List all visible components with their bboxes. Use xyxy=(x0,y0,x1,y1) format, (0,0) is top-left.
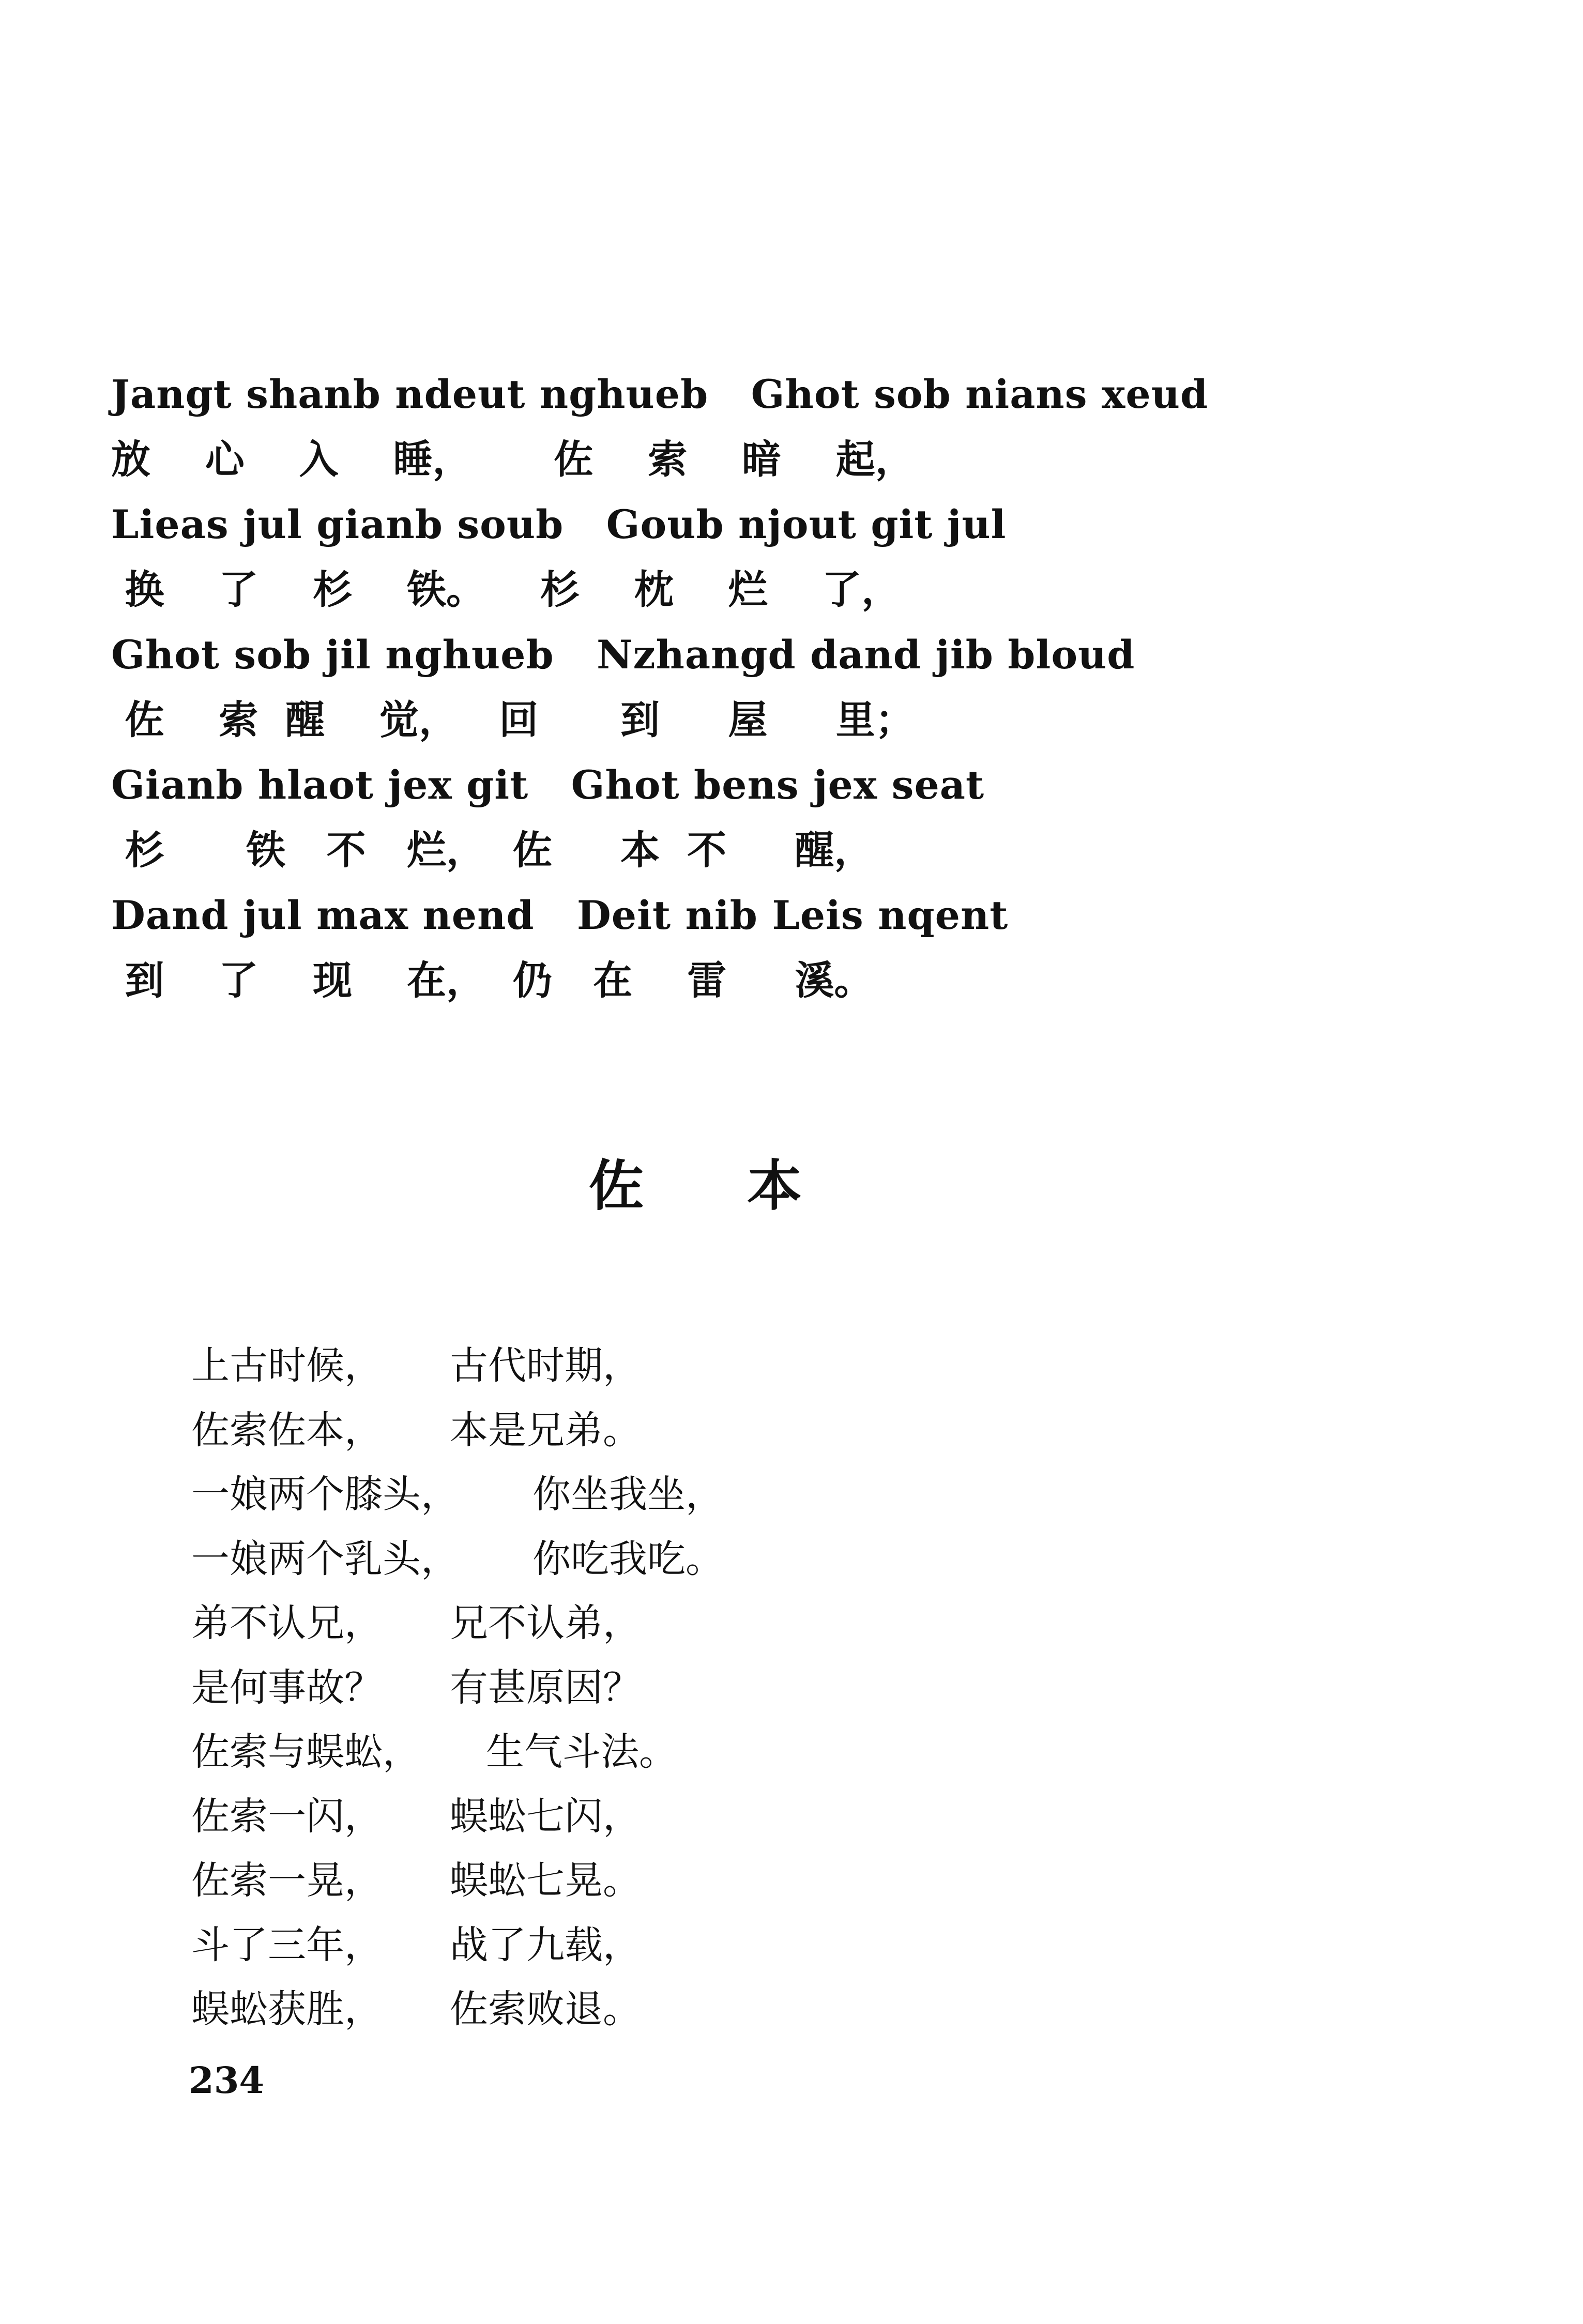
hanzi-line: 换 了 杉 铁。 杉 枕 烂 了， xyxy=(111,567,901,613)
poem-line-first-half: 蜈蚣获胜， xyxy=(191,1987,383,2031)
poem-line-first-half: 弟不认兄， xyxy=(191,1601,383,1645)
poem-line-first-half: 佐索一晃， xyxy=(191,1858,383,1903)
hanzi-line: 杉 铁 不 烂， 佐 本 不 醒， xyxy=(111,827,874,873)
poem-line-first-half: 一娘两个乳头， xyxy=(191,1536,459,1581)
poem-line-second-half: 有甚原因？ xyxy=(450,1665,641,1710)
poem-line xyxy=(191,1848,1174,1913)
roman-line: Jangt shanb ndeut nghueb Ghot sob nians xeud xyxy=(111,371,1209,417)
verse-pair xyxy=(111,362,1209,492)
poem-line-first-half: 上古时候， xyxy=(191,1343,383,1388)
poem-line-second-half: 佐索败退。 xyxy=(450,1987,641,2031)
poem-line-second-half: 兄不认弟， xyxy=(450,1601,641,1645)
poem-line-second-half: 你坐我坐， xyxy=(532,1472,724,1517)
poem-line xyxy=(191,1977,1174,2042)
hanzi-line: 到 了 现 在， 仍 在 雷 溪。 xyxy=(111,957,874,1003)
poem-line-first-half: 佐索一闪， xyxy=(191,1794,383,1839)
poem-line xyxy=(191,1591,1174,1656)
roman-line: Lieas jul gianb soub Goub njout git jul xyxy=(111,501,1007,547)
poem-line-second-half: 古代时期， xyxy=(450,1343,641,1388)
poem-line-second-half: 蜈蚣七晃。 xyxy=(450,1858,641,1903)
bilingual-verse xyxy=(111,362,1209,1013)
page-number: 234 xyxy=(189,2059,265,2102)
poem-line xyxy=(191,1913,1174,1978)
poem-line-first-half: 是何事故？ xyxy=(191,1665,383,1710)
verse-pair xyxy=(111,492,1197,622)
verse-pair xyxy=(111,883,1197,1013)
poem-line xyxy=(191,1398,1174,1463)
roman-line: Gianb hlaot jex git Ghot bens jex seat xyxy=(111,762,985,808)
poem-line xyxy=(191,1656,1174,1720)
poem-line-first-half: 一娘两个膝头， xyxy=(191,1472,459,1517)
poem-line xyxy=(191,1527,1174,1592)
roman-line: Ghot sob jil nghueb Nzhangd dand jib bloud xyxy=(111,632,1135,678)
verse-pair xyxy=(111,622,1197,753)
hanzi-line: 佐 索 醒 觉， 回 到 屋 里； xyxy=(111,697,915,743)
poem-line-second-half: 战了九载， xyxy=(450,1922,641,1967)
poem-line-second-half: 你吃我吃。 xyxy=(532,1536,724,1581)
poem-line-first-half: 斗了三年， xyxy=(191,1922,383,1967)
section-title: 佐本 xyxy=(589,1154,905,1218)
poem-line-first-half: 佐索佐本， xyxy=(191,1408,383,1452)
verse-pair xyxy=(111,753,1197,883)
poem-line xyxy=(191,1784,1174,1849)
poem-line-second-half: 生气斗法。 xyxy=(486,1730,677,1774)
hanzi-line: 放 心 入 睡， 佐 索 暗 起， xyxy=(111,436,915,482)
poem-line xyxy=(191,1334,1174,1398)
poem-line xyxy=(191,1462,1174,1527)
roman-line: Dand jul max nend Deit nib Leis nqent xyxy=(111,892,1009,938)
poem xyxy=(191,1334,1174,2042)
poem-line xyxy=(191,1720,1174,1784)
poem-line-second-half: 本是兄弟。 xyxy=(450,1408,641,1452)
poem-line-second-half: 蜈蚣七闪， xyxy=(450,1794,641,1839)
poem-line-first-half: 佐索与蜈蚣， xyxy=(191,1730,421,1774)
